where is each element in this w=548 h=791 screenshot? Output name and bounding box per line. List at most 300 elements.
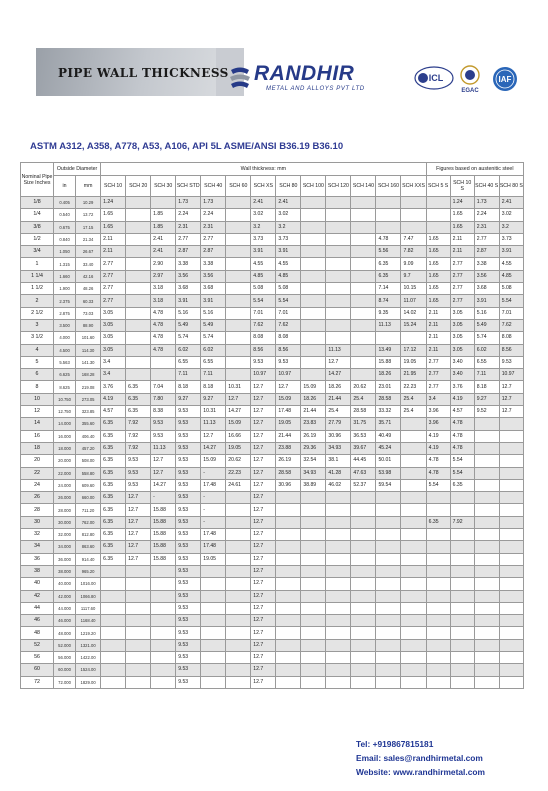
thickness-cell: 10.31 xyxy=(201,406,226,418)
wall-thickness-header: Wall thickness: mm xyxy=(101,163,427,176)
thickness-cell: 12.7 xyxy=(251,381,276,393)
thickness-cell: 7.62 xyxy=(251,319,276,331)
od-inch-cell: 16.000 xyxy=(54,430,76,442)
schedule-header: SCH 10 xyxy=(101,176,126,197)
nominal-size-cell: 36 xyxy=(21,553,54,565)
thickness-cell xyxy=(401,664,426,676)
thickness-cell xyxy=(201,615,226,627)
thickness-cell: 7.62 xyxy=(499,319,523,331)
od-inch-header: in xyxy=(54,176,76,197)
thickness-cell xyxy=(126,651,151,663)
thickness-cell: 3.05 xyxy=(101,307,126,319)
thickness-cell xyxy=(376,578,401,590)
table-row xyxy=(21,319,524,331)
thickness-cell: 9.53 xyxy=(176,455,201,467)
thickness-cell: 2.77 xyxy=(450,258,474,270)
thickness-cell: 19.05 xyxy=(276,418,301,430)
od-mm-cell: 10.29 xyxy=(76,197,101,209)
od-mm-cell: 965.20 xyxy=(76,565,101,577)
svg-text:ICL: ICL xyxy=(428,73,444,83)
thickness-cell xyxy=(226,676,251,688)
thickness-cell xyxy=(426,553,450,565)
thickness-cell xyxy=(351,319,376,331)
thickness-cell xyxy=(426,529,450,541)
thickness-cell: 2.77 xyxy=(101,270,126,282)
thickness-cell: 9.7 xyxy=(401,270,426,282)
thickness-cell: 25.4 xyxy=(351,393,376,405)
thickness-cell: 12.7 xyxy=(251,553,276,565)
thickness-cell xyxy=(151,602,176,614)
nominal-size-cell: 14 xyxy=(21,418,54,430)
thickness-cell: 9.53 xyxy=(176,467,201,479)
thickness-cell: 4.78 xyxy=(450,442,474,454)
od-mm-cell: 33.40 xyxy=(76,258,101,270)
nominal-size-cell: 5 xyxy=(21,356,54,368)
od-inch-cell: 60.000 xyxy=(54,664,76,676)
thickness-cell: 3.2 xyxy=(499,221,523,233)
od-inch-cell: 22.000 xyxy=(54,467,76,479)
thickness-cell: 9.53 xyxy=(176,442,201,454)
thickness-cell: 3.56 xyxy=(176,270,201,282)
thickness-cell xyxy=(301,651,326,663)
thickness-cell: 17.12 xyxy=(401,344,426,356)
thickness-cell xyxy=(126,246,151,258)
thickness-cell: 2.11 xyxy=(450,246,474,258)
thickness-cell xyxy=(226,590,251,602)
od-mm-cell: 914.40 xyxy=(76,553,101,565)
thickness-cell xyxy=(474,479,499,491)
od-inch-cell: 3.500 xyxy=(54,319,76,331)
thickness-cell: 15.88 xyxy=(151,529,176,541)
schedule-header: SCH 20 xyxy=(126,176,151,197)
thickness-cell: 3.68 xyxy=(474,283,499,295)
thickness-cell: 9.53 xyxy=(176,430,201,442)
thickness-cell xyxy=(326,615,351,627)
thickness-cell: 1.24 xyxy=(101,197,126,209)
od-mm-cell: 101.60 xyxy=(76,332,101,344)
thickness-cell: 9.53 xyxy=(176,492,201,504)
thickness-cell xyxy=(126,602,151,614)
egac-cert-logo-icon xyxy=(457,64,483,94)
thickness-cell: 5.74 xyxy=(201,332,226,344)
thickness-cell xyxy=(226,332,251,344)
od-mm-cell: 863.60 xyxy=(76,541,101,553)
thickness-cell: 5.54 xyxy=(450,467,474,479)
thickness-cell: 11.13 xyxy=(151,442,176,454)
thickness-cell: 4.85 xyxy=(276,270,301,282)
table-row xyxy=(21,221,524,233)
thickness-cell xyxy=(351,307,376,319)
thickness-cell: 4.78 xyxy=(151,319,176,331)
thickness-cell: 3.02 xyxy=(276,209,301,221)
thickness-cell: 24.61 xyxy=(226,479,251,491)
od-inch-cell: 40.000 xyxy=(54,578,76,590)
thickness-cell: 44.45 xyxy=(351,455,376,467)
thickness-cell: 7.01 xyxy=(499,307,523,319)
thickness-cell xyxy=(126,369,151,381)
thickness-cell: 4.55 xyxy=(251,258,276,270)
thickness-cell xyxy=(351,369,376,381)
nominal-size-cell: 18 xyxy=(21,442,54,454)
thickness-cell: 3.68 xyxy=(201,283,226,295)
od-mm-cell: 609.60 xyxy=(76,479,101,491)
thickness-cell xyxy=(301,258,326,270)
thickness-cell: 7.04 xyxy=(151,381,176,393)
thickness-cell xyxy=(226,258,251,270)
table-row xyxy=(21,455,524,467)
nominal-size-cell: 22 xyxy=(21,467,54,479)
thickness-cell xyxy=(276,664,301,676)
thickness-cell: 12.7 xyxy=(251,627,276,639)
thickness-cell xyxy=(301,197,326,209)
nominal-size-cell: 3 xyxy=(21,319,54,331)
thickness-cell xyxy=(226,319,251,331)
thickness-cell: 7.01 xyxy=(251,307,276,319)
schedule-header: SCH 60 xyxy=(226,176,251,197)
thickness-cell xyxy=(450,504,474,516)
nominal-size-cell: 1 xyxy=(21,258,54,270)
thickness-cell: 8.38 xyxy=(151,406,176,418)
table-row xyxy=(21,270,524,282)
thickness-cell xyxy=(126,332,151,344)
thickness-cell: 32.54 xyxy=(301,455,326,467)
od-mm-cell: 1016.00 xyxy=(76,578,101,590)
thickness-cell: 8.18 xyxy=(474,381,499,393)
thickness-cell: 15.88 xyxy=(151,504,176,516)
od-inch-cell: 12.750 xyxy=(54,406,76,418)
thickness-cell: 41.28 xyxy=(326,467,351,479)
thickness-cell xyxy=(126,197,151,209)
thickness-cell xyxy=(450,565,474,577)
thickness-cell: 3.02 xyxy=(251,209,276,221)
contact-email[interactable]: Email: sales@randhirmetal.com xyxy=(356,753,483,763)
thickness-cell xyxy=(226,197,251,209)
icl-cert-logo-icon xyxy=(414,66,454,90)
thickness-cell: 9.53 xyxy=(151,430,176,442)
thickness-cell: 38.89 xyxy=(301,479,326,491)
table-row xyxy=(21,307,524,319)
thickness-cell: 3.91 xyxy=(251,246,276,258)
thickness-cell: 15.09 xyxy=(201,455,226,467)
thickness-cell: 3.05 xyxy=(101,319,126,331)
thickness-cell: 2.87 xyxy=(201,246,226,258)
pipe-wall-thickness-table xyxy=(20,162,524,689)
thickness-cell xyxy=(301,529,326,541)
od-mm-cell: 21.34 xyxy=(76,233,101,245)
thickness-cell xyxy=(276,651,301,663)
thickness-cell: 6.35 xyxy=(126,393,151,405)
thickness-cell xyxy=(474,516,499,528)
table-row xyxy=(21,639,524,651)
thickness-cell: 7.11 xyxy=(176,369,201,381)
thickness-cell: 4.19 xyxy=(450,393,474,405)
thickness-cell xyxy=(401,430,426,442)
thickness-cell xyxy=(301,319,326,331)
thickness-cell: 52.37 xyxy=(351,479,376,491)
thickness-cell: 12.7 xyxy=(251,516,276,528)
thickness-cell xyxy=(499,602,523,614)
thickness-cell xyxy=(499,516,523,528)
thickness-cell: 5.54 xyxy=(499,295,523,307)
thickness-cell xyxy=(499,639,523,651)
thickness-cell: 12.7 xyxy=(251,479,276,491)
thickness-cell xyxy=(301,209,326,221)
thickness-cell xyxy=(126,319,151,331)
thickness-cell xyxy=(499,479,523,491)
thickness-cell xyxy=(226,578,251,590)
thickness-cell xyxy=(226,233,251,245)
thickness-cell xyxy=(351,344,376,356)
od-inch-cell: 1.660 xyxy=(54,270,76,282)
thickness-cell xyxy=(276,627,301,639)
thickness-cell: 9.35 xyxy=(376,307,401,319)
thickness-cell xyxy=(474,529,499,541)
thickness-cell xyxy=(426,197,450,209)
od-inch-cell: 24.000 xyxy=(54,479,76,491)
thickness-cell: 18.26 xyxy=(301,393,326,405)
thickness-cell xyxy=(401,578,426,590)
od-inch-cell: 4.000 xyxy=(54,332,76,344)
thickness-cell: 8.08 xyxy=(251,332,276,344)
thickness-cell: 9.53 xyxy=(176,676,201,688)
thickness-cell xyxy=(276,590,301,602)
od-mm-cell: 168.28 xyxy=(76,369,101,381)
thickness-cell xyxy=(326,270,351,282)
thickness-cell xyxy=(401,639,426,651)
thickness-cell xyxy=(101,565,126,577)
table-row xyxy=(21,578,524,590)
thickness-cell: 3.76 xyxy=(450,381,474,393)
thickness-cell xyxy=(450,664,474,676)
thickness-cell: 1.85 xyxy=(151,221,176,233)
thickness-cell xyxy=(226,209,251,221)
thickness-cell: 3.91 xyxy=(176,295,201,307)
thickness-cell: 30.96 xyxy=(326,430,351,442)
thickness-cell: 9.53 xyxy=(176,590,201,602)
thickness-cell xyxy=(226,492,251,504)
thickness-cell: 4.55 xyxy=(499,258,523,270)
thickness-cell xyxy=(401,418,426,430)
thickness-cell: 5.08 xyxy=(276,283,301,295)
thickness-cell: 12.7 xyxy=(251,651,276,663)
thickness-cell xyxy=(326,246,351,258)
thickness-cell: 3.2 xyxy=(251,221,276,233)
od-inch-cell: 14.000 xyxy=(54,418,76,430)
thickness-cell: 8.08 xyxy=(276,332,301,344)
nominal-size-cell: 32 xyxy=(21,529,54,541)
thickness-cell: 12.7 xyxy=(151,455,176,467)
thickness-cell: 7.47 xyxy=(401,233,426,245)
thickness-cell: 3.91 xyxy=(499,246,523,258)
thickness-cell xyxy=(376,221,401,233)
thickness-cell: 23.01 xyxy=(376,381,401,393)
table-row xyxy=(21,627,524,639)
thickness-cell: 2.11 xyxy=(426,307,450,319)
thickness-cell xyxy=(351,639,376,651)
thickness-cell: 1.65 xyxy=(426,283,450,295)
thickness-cell xyxy=(301,541,326,553)
thickness-cell xyxy=(151,369,176,381)
thickness-cell: - xyxy=(201,516,226,528)
thickness-cell: 9.27 xyxy=(201,393,226,405)
thickness-cell: 2.77 xyxy=(450,283,474,295)
thickness-cell: 12.7 xyxy=(251,541,276,553)
contact-website[interactable]: Website: www.randhirmetal.com xyxy=(356,767,485,777)
table-row xyxy=(21,393,524,405)
thickness-cell: 28.58 xyxy=(276,467,301,479)
thickness-cell: 10.31 xyxy=(226,381,251,393)
thickness-cell: 7.01 xyxy=(276,307,301,319)
thickness-cell: 2.77 xyxy=(101,295,126,307)
brand-subtitle: METAL AND ALLOYS PVT LTD xyxy=(266,86,365,92)
thickness-cell xyxy=(499,418,523,430)
thickness-cell xyxy=(301,664,326,676)
nominal-size-cell: 1/4 xyxy=(21,209,54,221)
thickness-cell xyxy=(151,197,176,209)
thickness-cell: 22.23 xyxy=(226,467,251,479)
thickness-cell xyxy=(499,442,523,454)
thickness-cell xyxy=(450,615,474,627)
thickness-cell: 12.7 xyxy=(126,529,151,541)
schedule-header: SCH XXS xyxy=(401,176,426,197)
table-row xyxy=(21,430,524,442)
thickness-cell xyxy=(326,639,351,651)
thickness-cell: 7.82 xyxy=(401,246,426,258)
thickness-cell: 12.7 xyxy=(251,565,276,577)
od-inch-cell: 28.000 xyxy=(54,504,76,516)
thickness-cell: 6.35 xyxy=(101,492,126,504)
thickness-cell: 14.27 xyxy=(201,442,226,454)
thickness-cell: 3.96 xyxy=(426,418,450,430)
thickness-cell: 25.4 xyxy=(401,393,426,405)
nominal-size-cell: 1/2 xyxy=(21,233,54,245)
thickness-cell: 11.13 xyxy=(376,319,401,331)
od-mm-cell: 42.16 xyxy=(76,270,101,282)
thickness-cell: 1.24 xyxy=(450,197,474,209)
thickness-cell: 4.85 xyxy=(499,270,523,282)
table-row xyxy=(21,479,524,491)
od-inch-cell: 46.000 xyxy=(54,615,76,627)
thickness-cell xyxy=(351,602,376,614)
od-mm-cell: 26.67 xyxy=(76,246,101,258)
thickness-cell xyxy=(474,467,499,479)
thickness-cell: 45.24 xyxy=(376,442,401,454)
thickness-cell: 12.7 xyxy=(251,590,276,602)
od-inch-cell: 5.563 xyxy=(54,356,76,368)
table-row xyxy=(21,406,524,418)
thickness-cell xyxy=(301,270,326,282)
table-row xyxy=(21,651,524,663)
thickness-cell xyxy=(151,639,176,651)
od-inch-cell: 44.000 xyxy=(54,602,76,614)
thickness-cell: 2.11 xyxy=(426,332,450,344)
od-mm-cell: 323.85 xyxy=(76,406,101,418)
thickness-cell: 5.49 xyxy=(201,319,226,331)
nominal-size-cell: 60 xyxy=(21,664,54,676)
nominal-size-cell: 8 xyxy=(21,381,54,393)
thickness-cell xyxy=(474,615,499,627)
thickness-cell: 7.92 xyxy=(126,442,151,454)
thickness-cell xyxy=(226,356,251,368)
thickness-cell xyxy=(351,516,376,528)
thickness-cell xyxy=(151,590,176,602)
thickness-cell xyxy=(450,541,474,553)
thickness-cell: 9.53 xyxy=(176,639,201,651)
thickness-cell xyxy=(126,233,151,245)
thickness-cell: 6.35 xyxy=(126,381,151,393)
thickness-cell: 9.53 xyxy=(176,578,201,590)
thickness-cell: 12.7 xyxy=(251,406,276,418)
thickness-cell xyxy=(499,590,523,602)
thickness-cell xyxy=(426,541,450,553)
thickness-cell: 3.38 xyxy=(201,258,226,270)
thickness-cell: 2.24 xyxy=(176,209,201,221)
table-row xyxy=(21,418,524,430)
thickness-cell xyxy=(401,565,426,577)
thickness-cell: 3.56 xyxy=(201,270,226,282)
thickness-cell: 2.41 xyxy=(151,233,176,245)
thickness-cell xyxy=(226,307,251,319)
thickness-cell xyxy=(376,627,401,639)
thickness-cell: 6.35 xyxy=(376,270,401,282)
thickness-cell xyxy=(450,651,474,663)
thickness-cell: 3.40 xyxy=(450,356,474,368)
thickness-cell: 10.97 xyxy=(276,369,301,381)
thickness-cell xyxy=(326,602,351,614)
thickness-cell xyxy=(226,221,251,233)
od-mm-cell: 1066.80 xyxy=(76,590,101,602)
thickness-cell: 5.49 xyxy=(176,319,201,331)
thickness-cell: 3.96 xyxy=(426,406,450,418)
thickness-cell xyxy=(126,615,151,627)
thickness-cell: 17.48 xyxy=(201,529,226,541)
od-mm-cell: 1219.20 xyxy=(76,627,101,639)
thickness-cell xyxy=(499,615,523,627)
od-inch-cell: 4.500 xyxy=(54,344,76,356)
thickness-cell: 15.88 xyxy=(151,516,176,528)
thickness-cell xyxy=(226,295,251,307)
thickness-cell: 30.96 xyxy=(276,479,301,491)
thickness-cell xyxy=(226,283,251,295)
table-row xyxy=(21,197,524,209)
od-inch-cell: 0.405 xyxy=(54,197,76,209)
table-row xyxy=(21,541,524,553)
thickness-cell: 3.73 xyxy=(276,233,301,245)
thickness-cell: 9.53 xyxy=(176,565,201,577)
thickness-cell xyxy=(276,541,301,553)
thickness-cell: 36.53 xyxy=(351,430,376,442)
thickness-cell: 12.7 xyxy=(126,504,151,516)
thickness-cell: 14.27 xyxy=(326,369,351,381)
thickness-cell xyxy=(351,246,376,258)
thickness-cell: 17.48 xyxy=(201,541,226,553)
thickness-cell: 12.7 xyxy=(326,356,351,368)
thickness-cell: 9.09 xyxy=(401,258,426,270)
thickness-cell xyxy=(301,295,326,307)
od-mm-cell: 219.08 xyxy=(76,381,101,393)
thickness-cell xyxy=(376,565,401,577)
thickness-cell xyxy=(499,430,523,442)
thickness-cell: 1.73 xyxy=(176,197,201,209)
thickness-cell xyxy=(351,541,376,553)
od-inch-cell: 1.900 xyxy=(54,283,76,295)
thickness-cell xyxy=(276,578,301,590)
thickness-cell: 9.53 xyxy=(176,406,201,418)
thickness-cell xyxy=(351,197,376,209)
thickness-cell xyxy=(401,602,426,614)
thickness-cell xyxy=(326,295,351,307)
table-row xyxy=(21,492,524,504)
